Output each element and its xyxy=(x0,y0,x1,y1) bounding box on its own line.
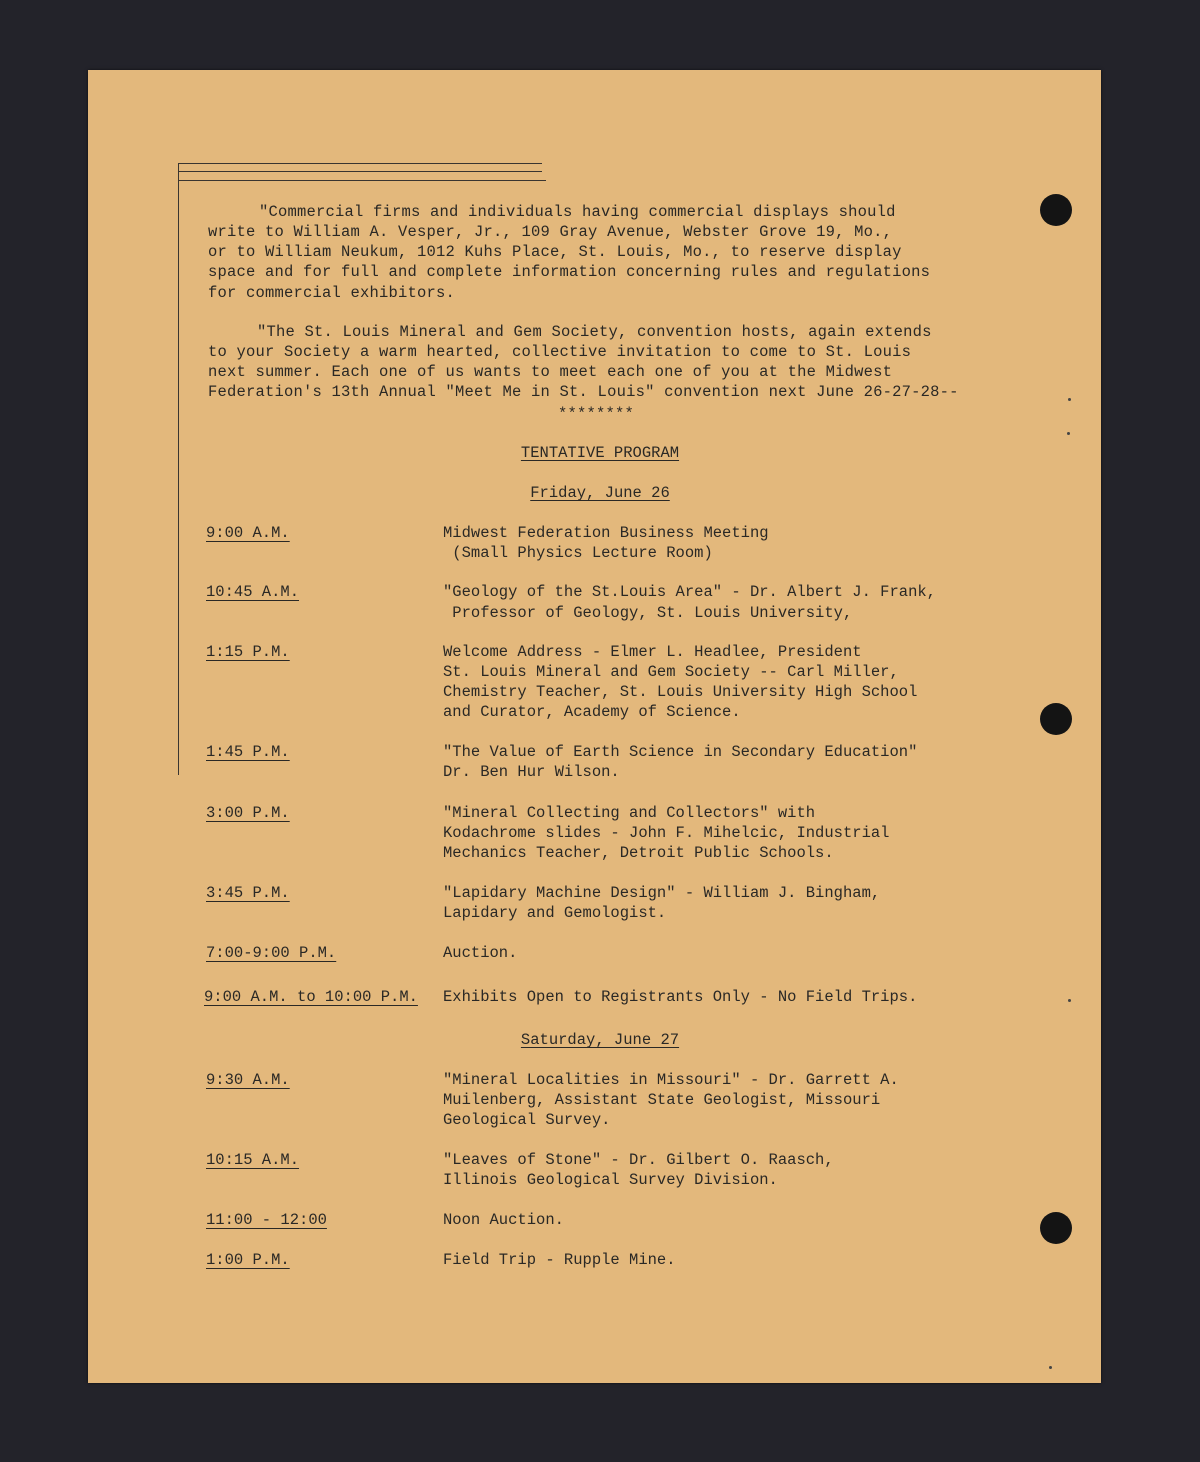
stray-mark xyxy=(1068,398,1071,401)
friday-time-5: 3:00 P.M. xyxy=(206,804,290,822)
saturday-time-4: 1:00 P.M. xyxy=(206,1251,290,1269)
friday-time-3: 1:15 P.M. xyxy=(206,643,290,661)
friday-desc-8-line1: Exhibits Open to Registrants Only - No Field Trips. xyxy=(443,988,918,1006)
saturday-desc-2-line1: "Leaves of Stone" - Dr. Gilbert O. Raasch, xyxy=(443,1151,834,1169)
binder-hole-middle xyxy=(1040,703,1072,735)
friday-desc-4-line2: Dr. Ben Hur Wilson. xyxy=(443,763,620,781)
intro-para2-line2: to your Society a warm hearted, collective invitation to come to St. Louis xyxy=(208,343,912,361)
friday-time-1: 9:00 A.M. xyxy=(206,524,290,542)
stars-separator: ******** xyxy=(558,405,635,423)
intro-para1-line2: write to William A. Vesper, Jr., 109 Gray Avenue, Webster Grove 19, Mo., xyxy=(208,223,893,241)
header-rule-1 xyxy=(178,163,542,164)
intro-para2-line3: next summer. Each one of us wants to meet each one of you at the Midwest xyxy=(208,363,893,381)
stray-mark xyxy=(1067,432,1070,435)
program-title: TENTATIVE PROGRAM xyxy=(520,444,680,462)
saturday-desc-3-line1: Noon Auction. xyxy=(443,1211,564,1229)
saturday-desc-1-line2: Muilenberg, Assistant State Geologist, Missouri xyxy=(443,1091,881,1109)
friday-desc-5-line1: "Mineral Collecting and Collectors" with xyxy=(443,804,816,822)
intro-para1-line3: or to William Neukum, 1012 Kuhs Place, St. Louis, Mo., to reserve display xyxy=(208,243,902,261)
friday-desc-3-line1: Welcome Address - Elmer L. Headlee, President xyxy=(443,643,862,661)
saturday-desc-2-line2: Illinois Geological Survey Division. xyxy=(443,1171,778,1189)
friday-time-8: 9:00 A.M. to 10:00 P.M. xyxy=(204,988,418,1006)
intro-para2-line1: "The St. Louis Mineral and Gem Society, convention hosts, again extends xyxy=(257,323,932,341)
saturday-heading: Saturday, June 27 xyxy=(520,1031,680,1049)
binder-hole-bottom xyxy=(1040,1212,1072,1244)
friday-desc-3-line4: and Curator, Academy of Science. xyxy=(443,703,741,721)
stray-mark xyxy=(1068,999,1071,1002)
friday-time-7: 7:00-9:00 P.M. xyxy=(206,944,337,962)
saturday-desc-4-line1: Field Trip - Rupple Mine. xyxy=(443,1251,676,1269)
stray-mark xyxy=(1049,1366,1052,1369)
header-rule-3 xyxy=(178,180,546,181)
friday-desc-1-line2: (Small Physics Lecture Room) xyxy=(443,544,713,562)
friday-desc-6-line2: Lapidary and Gemologist. xyxy=(443,904,667,922)
saturday-time-1: 9:30 A.M. xyxy=(206,1071,290,1089)
friday-desc-7-line1: Auction. xyxy=(443,944,518,962)
friday-desc-5-line2: Kodachrome slides - John F. Mihelcic, Industrial xyxy=(443,824,890,842)
friday-desc-6-line1: "Lapidary Machine Design" - William J. Bingham, xyxy=(443,884,881,902)
friday-desc-1-line1: Midwest Federation Business Meeting xyxy=(443,524,769,542)
friday-time-2: 10:45 A.M. xyxy=(206,583,300,601)
friday-time-6: 3:45 P.M. xyxy=(206,884,290,902)
friday-heading: Friday, June 26 xyxy=(530,484,670,502)
intro-para2-line4: Federation's 13th Annual "Meet Me in St. Louis" convention next June 26-27-28-- xyxy=(208,383,959,401)
friday-time-4: 1:45 P.M. xyxy=(206,743,290,761)
friday-desc-3-line2: St. Louis Mineral and Gem Society -- Carl Miller, xyxy=(443,663,899,681)
intro-para1-line5: for commercial exhibitors. xyxy=(208,284,456,302)
intro-para1-line1: "Commercial firms and individuals having commercial displays should xyxy=(259,203,896,221)
intro-para1-line4: space and for full and complete information concerning rules and regulations xyxy=(208,263,931,281)
saturday-desc-1-line1: "Mineral Localities in Missouri" - Dr. Garrett A. xyxy=(443,1071,899,1089)
friday-desc-2-line1: "Geology of the St.Louis Area" - Dr. Albert J. Frank, xyxy=(443,583,936,601)
saturday-time-2: 10:15 A.M. xyxy=(206,1151,300,1169)
friday-desc-2-line2: Professor of Geology, St. Louis University, xyxy=(443,604,853,622)
friday-desc-4-line1: "The Value of Earth Science in Secondary Education" xyxy=(443,743,918,761)
margin-line xyxy=(178,163,179,775)
saturday-desc-1-line3: Geological Survey. xyxy=(443,1111,611,1129)
binder-hole-top xyxy=(1040,194,1072,226)
header-rule-2 xyxy=(178,171,542,172)
friday-desc-5-line3: Mechanics Teacher, Detroit Public Schools. xyxy=(443,844,834,862)
friday-desc-3-line3: Chemistry Teacher, St. Louis University High School xyxy=(443,683,918,701)
saturday-time-3: 11:00 - 12:00 xyxy=(206,1211,327,1229)
